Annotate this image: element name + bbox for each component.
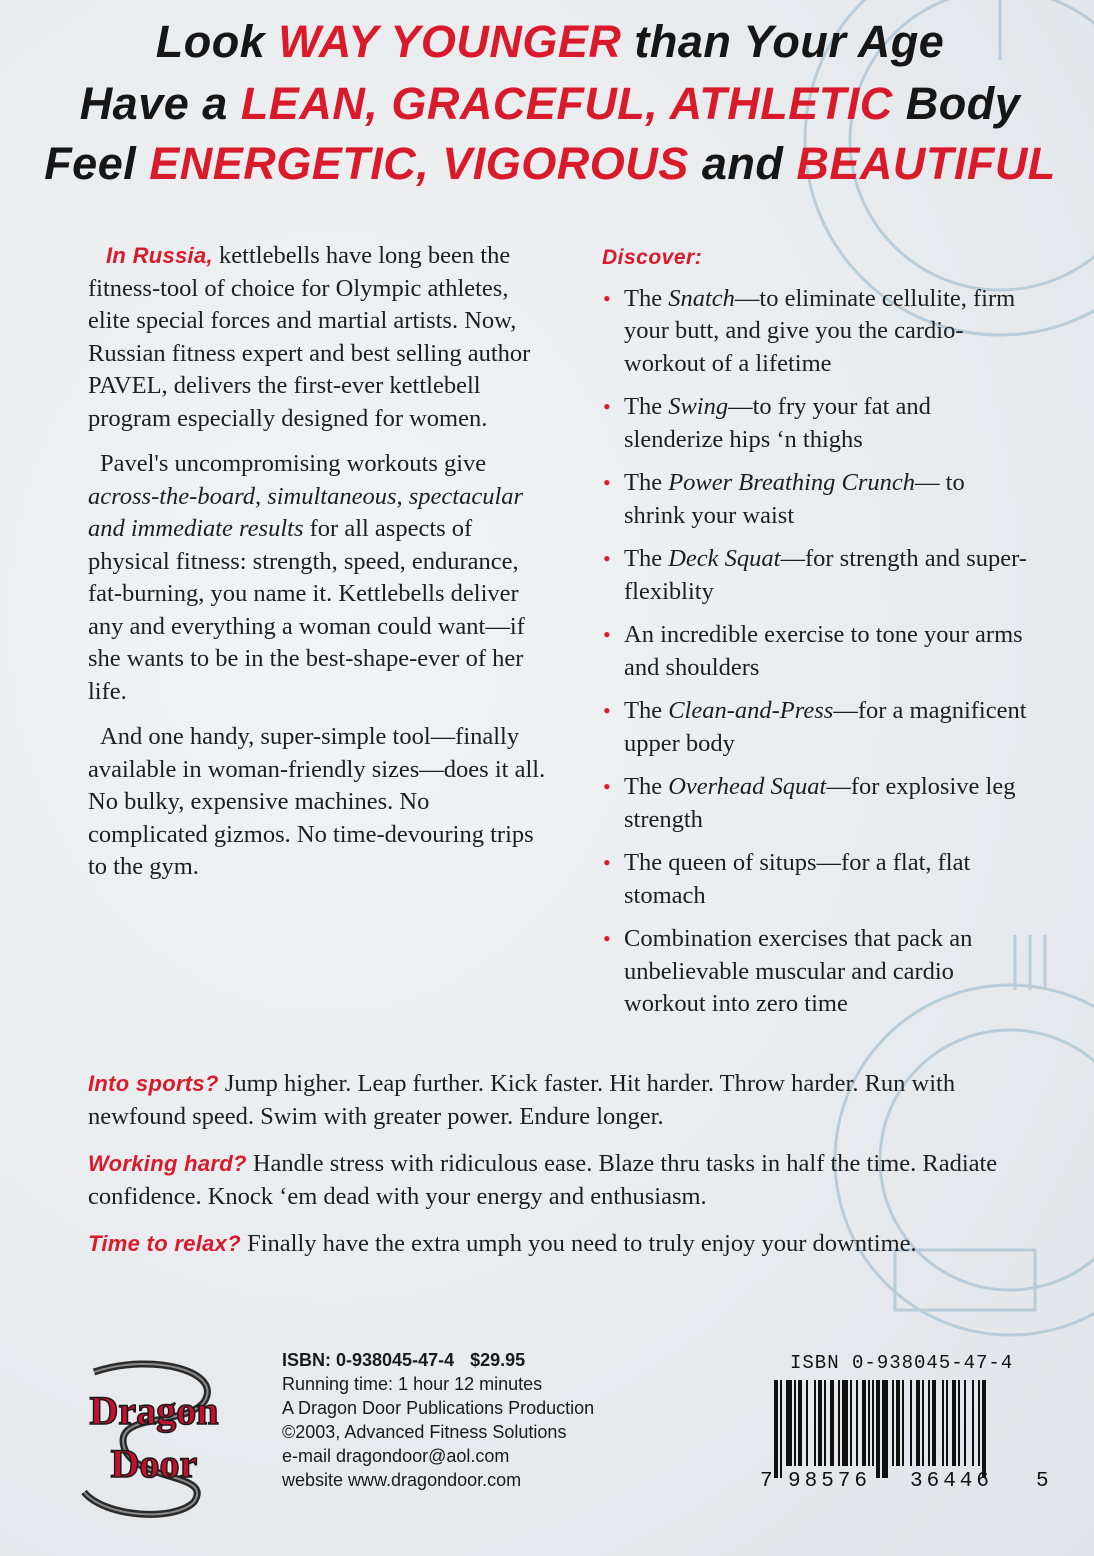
intro-paragraph: In Russia, kettlebells have long been the fitness-tool of choice for Olympic athletes, elite special forces and martial artists. Now, Russian fitness expert and best selling author PAVEL, delivers the first-ever kettlebell program especially designed for women. — [88, 242, 531, 432]
discover-item: • The Clean-and-Press—for a magnificent upper body — [603, 697, 1027, 757]
production-credit: A Dragon Door Publications Production — [282, 1398, 595, 1418]
barcode-bar — [814, 1380, 816, 1466]
logo-text-door: Door — [110, 1441, 198, 1486]
barcode-bar — [824, 1380, 826, 1466]
bullet-icon: • — [603, 774, 611, 799]
discover-item: • An incredible exercise to tone your arms and shoulders — [603, 621, 1023, 681]
barcode-bar — [942, 1380, 944, 1466]
barcode-bar — [806, 1380, 808, 1466]
barcode-bar — [786, 1380, 792, 1466]
email: e-mail dragondoor@aol.com — [282, 1446, 510, 1466]
discover-title: Discover: — [602, 246, 703, 269]
barcode-bar — [916, 1380, 920, 1466]
barcode-right-group: 36446 — [910, 1470, 994, 1493]
barcode-bar — [830, 1380, 834, 1466]
relax-paragraph: Time to relax? Finally have the extra umph you need to truly enjoy your downtime. — [88, 1230, 917, 1257]
barcode-bar — [882, 1380, 888, 1478]
results-paragraph: Pavel's uncompromising workouts give across-the-board, simultaneous, spectacular and immediate results for all aspects of physical fitness: strength, speed, endurance, fat-burning, you name it. Kettlebells deliver any and everything a woman could want—if she wants to be in the best-shape-ever of her life. — [88, 450, 525, 705]
barcode-bar — [850, 1380, 852, 1466]
discover-item: • The Overhead Squat—for explosive leg strength — [603, 773, 1016, 833]
barcode-bar — [972, 1380, 974, 1466]
sports-paragraph: Into sports? Jump higher. Leap further. Kick faster. Hit harder. Throw harder. Run with newfound speed. Swim with greater power. Endure longer. — [88, 1070, 956, 1130]
barcode-bar — [952, 1380, 956, 1466]
barcode-bar — [868, 1380, 870, 1466]
headline-line-2: Have a LEAN, GRACEFUL, ATHLETIC Body — [79, 78, 1021, 129]
barcode-last-digit: 5 — [1036, 1470, 1049, 1493]
dragon-door-logo — [54, 1352, 254, 1522]
bullet-icon: • — [603, 698, 611, 723]
barcode-bar — [798, 1380, 802, 1466]
bullet-icon: • — [603, 622, 611, 647]
bullet-icon: • — [603, 850, 611, 875]
barcode-bar — [896, 1380, 900, 1466]
logo-text-dragon: Dragon — [89, 1388, 219, 1433]
discover-item: • The Deck Squat—for strength and super-flexiblity — [603, 545, 1027, 605]
barcode-bar — [922, 1380, 924, 1466]
left-column — [88, 240, 550, 897]
barcode-bar — [780, 1380, 782, 1478]
bullet-icon: • — [603, 470, 611, 495]
copyright: ©2003, Advanced Fitness Solutions — [282, 1422, 567, 1442]
barcode-bar — [856, 1380, 858, 1466]
barcode-bar — [932, 1380, 936, 1466]
barcode-left-group: 98576 — [788, 1470, 872, 1493]
barcode-bar — [982, 1380, 986, 1478]
barcode-isbn-text: ISBN 0-938045-47-4 — [790, 1352, 1014, 1374]
work-paragraph: Working hard? Handle stress with ridiculous ease. Blaze thru tasks in half the time. Radiate confidence. Knock ‘em dead with your energy and enthusiasm. — [88, 1150, 998, 1210]
website: website www.dragondoor.com — [282, 1470, 522, 1490]
barcode-bar — [928, 1380, 930, 1466]
barcode-bar — [902, 1380, 904, 1466]
barcode-bar — [774, 1380, 778, 1478]
tool-paragraph: And one handy, super-simple tool—finally available in woman-friendly sizes—does it all. No bulky, expensive machines. No complicated gizmos. No time-devouring trips to the gym. — [88, 723, 546, 880]
barcode-bar — [842, 1380, 848, 1466]
barcode-bar — [946, 1380, 948, 1466]
barcode-bar — [876, 1380, 880, 1478]
product-info — [282, 1348, 594, 1492]
bullet-icon: • — [603, 285, 611, 311]
discover-item: • Combination exercises that pack an unbelievable muscular and cardio workout into zero time — [603, 925, 973, 1017]
barcode-bar — [862, 1380, 866, 1466]
barcode-bar — [978, 1380, 980, 1466]
discover-list — [602, 283, 1032, 1021]
barcode-bar — [818, 1380, 822, 1466]
discover-column — [602, 242, 1032, 1032]
barcode-bar — [872, 1380, 874, 1466]
barcode-bar — [958, 1380, 960, 1466]
bullet-icon: • — [603, 926, 611, 951]
barcode-bar — [892, 1380, 894, 1466]
running-time: Running time: 1 hour 12 minutes — [282, 1374, 543, 1394]
barcode-bar — [794, 1380, 796, 1466]
barcode-bar — [838, 1380, 840, 1466]
barcode-bar — [964, 1380, 966, 1466]
discover-item: • The Power Breathing Crunch— to shrink your waist — [603, 469, 965, 529]
barcode-first-digit: 7 — [760, 1470, 773, 1493]
barcode — [760, 1352, 1060, 1512]
barcode-bar — [910, 1380, 912, 1466]
isbn-price-line: ISBN: 0-938045-47-4 $29.95 — [282, 1350, 526, 1370]
discover-item: • The Snatch—to eliminate cellulite, firm your butt, and give you the cardio-workout of a lifetime — [603, 284, 1016, 377]
headline-line-1: Look WAY YOUNGER than Your Age — [155, 16, 945, 67]
headline-line-3: Feel ENERGETIC, VIGOROUS and BEAUTIFUL — [44, 138, 1056, 189]
bullet-icon: • — [603, 546, 611, 571]
discover-item: • The queen of situps—for a flat, flat stomach — [603, 849, 971, 909]
bullet-icon: • — [603, 394, 611, 419]
barcode-bars — [774, 1380, 1054, 1478]
discover-item: • The Swing—to fry your fat and slenderize hips ‘n thighs — [603, 393, 931, 453]
bottom-section — [88, 1068, 1048, 1276]
